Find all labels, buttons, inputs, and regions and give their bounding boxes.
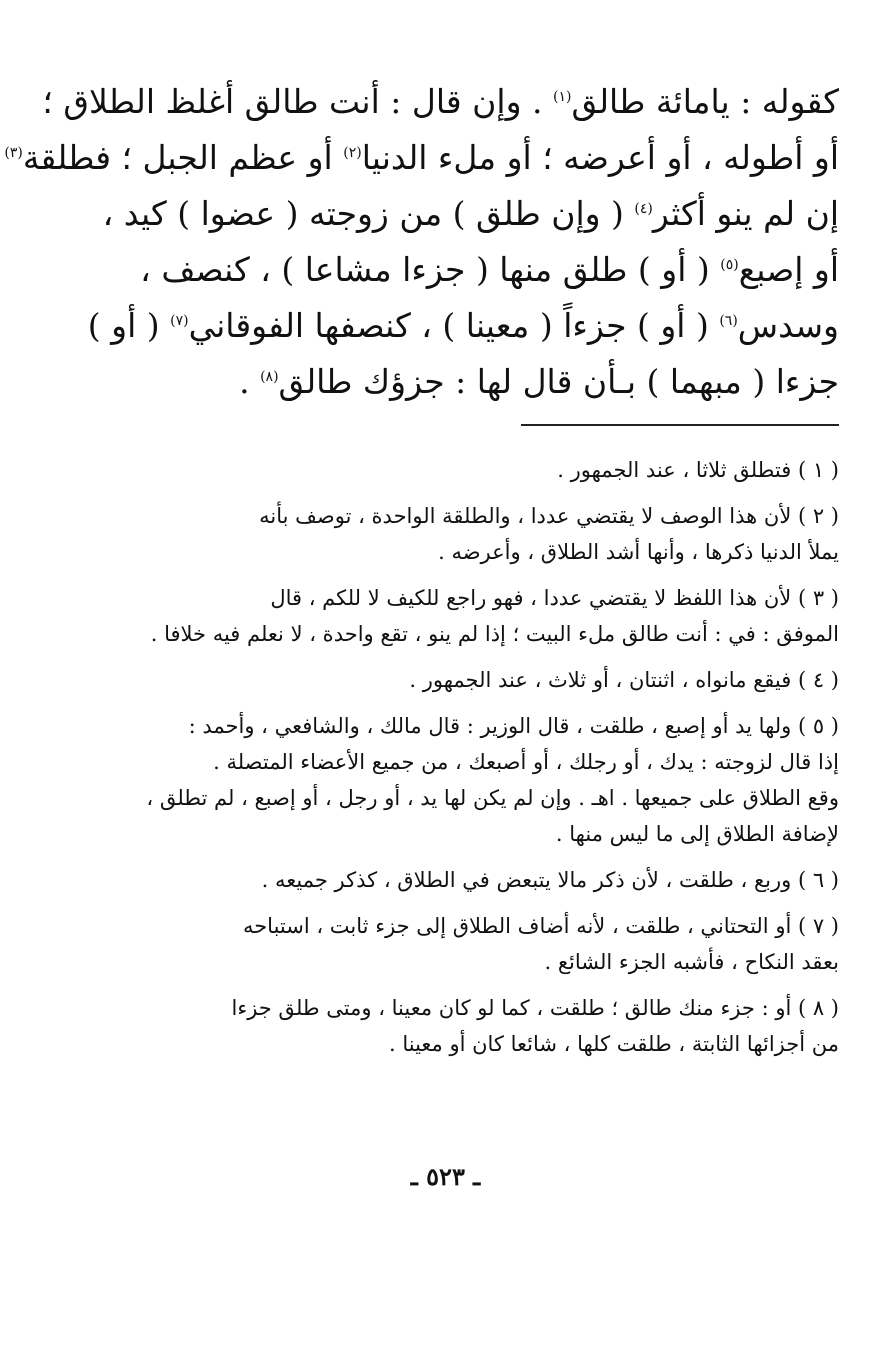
footnote-ref[interactable]: (٨) xyxy=(260,369,279,385)
footnote-ref[interactable]: (٣) xyxy=(4,145,23,161)
footnote-7: ( ٧ ) أو التحتاني ، طلقت ، لأنه أضاف الطلاق إلى جزء ثابت ، استباحه بعقد النكاح ، فأشبه الجزء الشائع . xyxy=(242,914,839,974)
footnote-6: ( ٦ ) وربع ، طلقت ، لأن ذكر مالا يتبعض في الطلاق ، كذكر جميعه . xyxy=(261,868,839,892)
footnote-ref[interactable]: (٦) xyxy=(719,313,738,329)
footnote-separator xyxy=(521,424,839,426)
footnote-3: ( ٣ ) لأن هذا اللفظ لا يقتضي عددا ، فهو راجع للكيف لا للكم ، قال الموفق : في : أنت طالق ملء البيت ؛ إذا لم ينو ، تقع واحدة ، لا نعلم فيه خلافا . xyxy=(150,586,839,646)
footnote-2: ( ٢ ) لأن هذا الوصف لا يقتضي عددا ، والطلقة الواحدة ، توصف بأنه يملأ الدنيا ذكرها ، وأنها أشد الطلاق ، وأعرضه . xyxy=(259,504,839,564)
footnote-ref[interactable]: (١) xyxy=(553,89,572,105)
footnotes xyxy=(49,452,839,1072)
footnote-1: ( ١ ) فتطلق ثلاثا ، عند الجمهور . xyxy=(557,458,839,482)
main-text-line: جزءا ( مبهما ) بـأن قال لها : جزؤك طالق$^{(٨)}$ . xyxy=(239,362,839,401)
footnote-5: ( ٥ ) ولها يد أو إصبع ، طلقت ، قال الوزير : قال مالك ، والشافعي ، وأحمد : إذا قال لزوجته : يدك ، أو رجلك ، أو أصبعك ، من جميع الأعضاء المتصلة . وقع الطلاق على جميعها . اهـ . وإن لم يكن لها يد ، أو رجل ، أو إصبع ، لم تطلق ، لإضافة الطلاق إلى ما ليس منها . xyxy=(146,714,839,846)
main-text xyxy=(4,74,839,410)
footnote-ref[interactable]: (٢) xyxy=(343,145,362,161)
main-text-line: أو أطوله ، أو أعرضه ؛ أو ملء الدنيا$^{(٢)}$ أو عظم الجبل ؛ فطلقة$^{(٣)}$ xyxy=(4,138,839,177)
main-text-line: أو إصبع$^{(٥)}$ ( أو ) طلق منها ( جزءا مشاعا ) ، كنصف ، xyxy=(140,250,839,289)
page-number: ـ ٥٢٣ ـ xyxy=(410,1162,481,1191)
footnote-8: ( ٨ ) أو : جزء منك طالق ؛ طلقت ، كما لو كان معينا ، ومتى طلق جزءا من أجزائها الثابتة ، طلقت كلها ، شائعا كان أو معينا . xyxy=(231,996,839,1056)
main-text-line: إن لم ينو أكثر$^{(٤)}$ ( وإن طلق ) من زوجته ( عضوا ) كيد ، xyxy=(102,194,839,233)
main-text-line: وسدس$^{(٦)}$ ( أو ) جزءاً ( معينا ) ، كنصفها الفوقاني$^{(٧)}$ ( أو ) xyxy=(87,306,839,345)
footnote-ref[interactable]: (٤) xyxy=(634,201,653,217)
footnote-ref[interactable]: (٥) xyxy=(720,257,739,273)
main-text-line: كقوله : يامائة طالق$^{(١)}$ . وإن قال : أنت طالق أغلظ الطلاق ؛ xyxy=(42,82,839,121)
footnote-4: ( ٤ ) فيقع مانواه ، اثنتان ، أو ثلاث ، عند الجمهور . xyxy=(409,668,839,692)
footnote-ref[interactable]: (٧) xyxy=(170,313,189,329)
